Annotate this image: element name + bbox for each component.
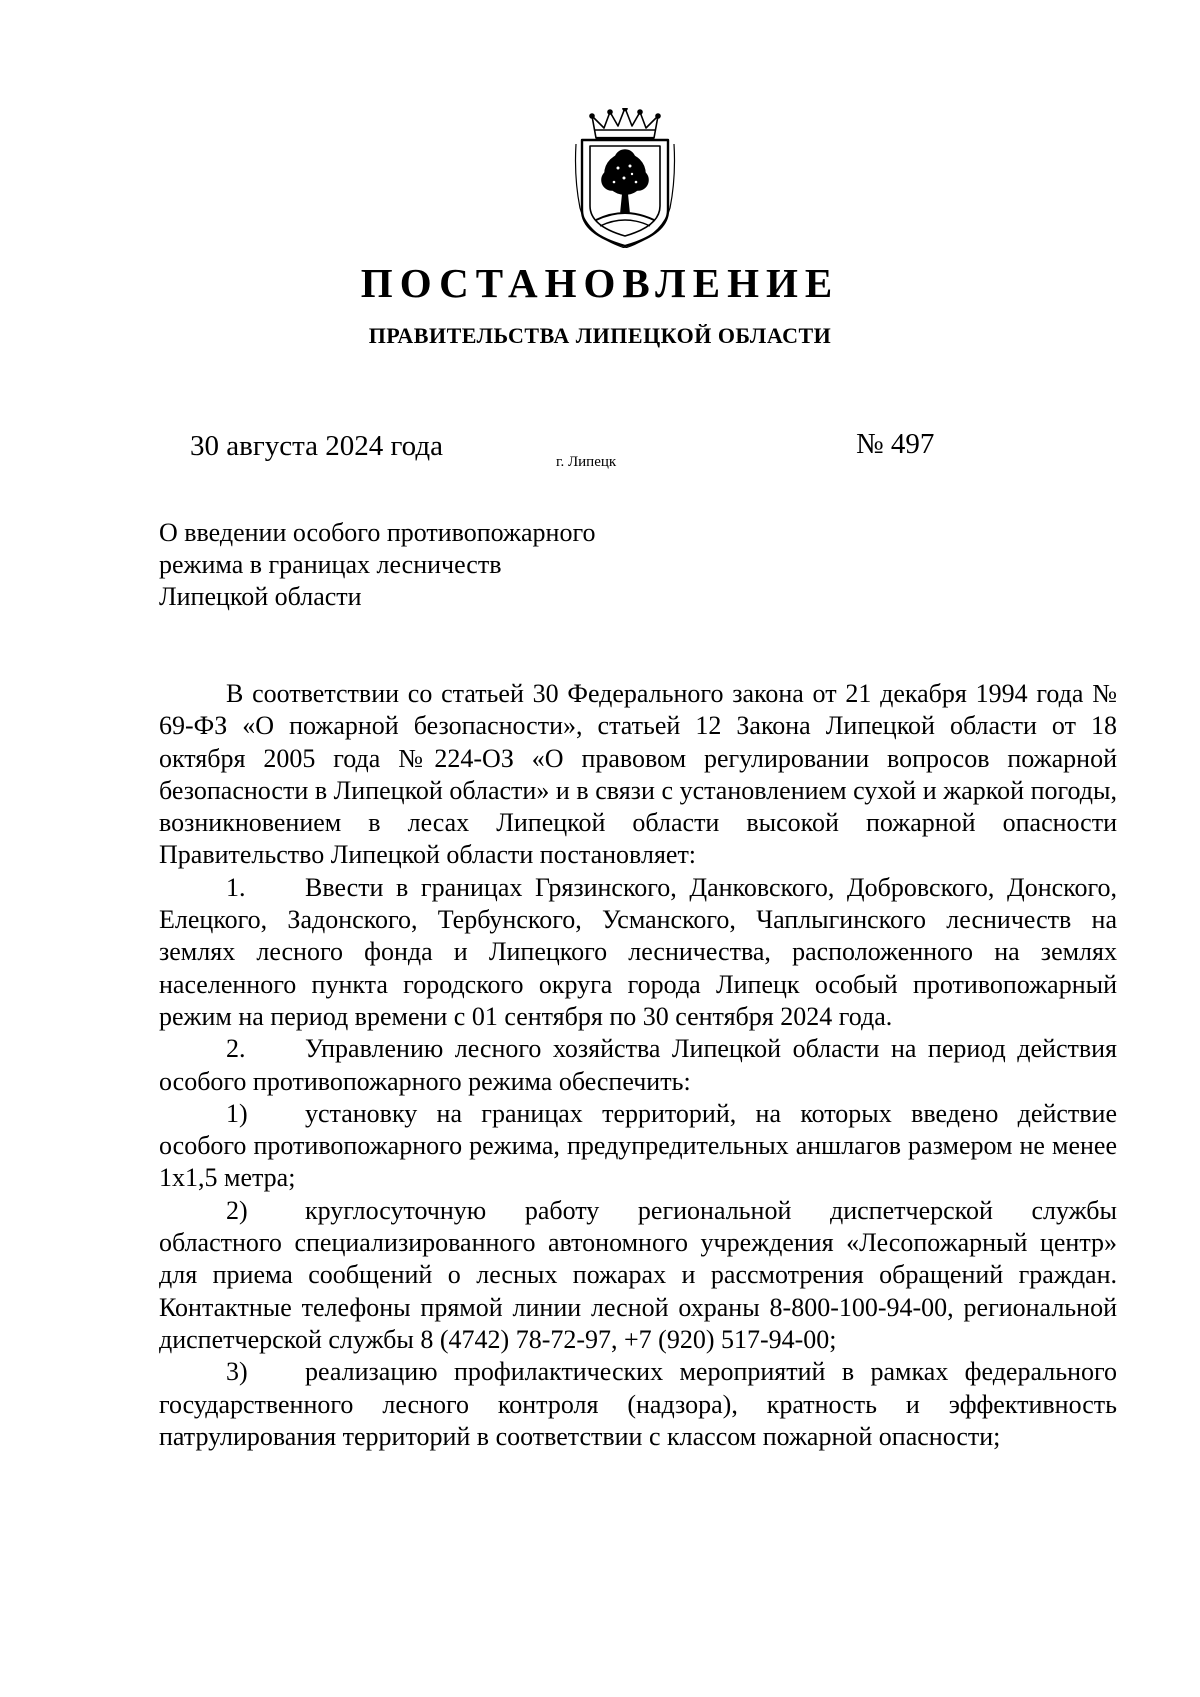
subclause-number: 3) [226,1357,248,1387]
clause-text: Ввести в границах Грязинского, Данковского, Добровского, Донского, Елецкого, Задонского, Тербунского, Усманского, Чаплыгинского лесничеств на землях лесного фонда и Липецкого лесничества, расположенного на землях населенного пункта городского округа города Липецк особый противопожарный режим на период времени с 01 сентября по 30 сентября 2024 года. [159,872,1117,1031]
clause-2 [159,1033,1117,1098]
preamble-paragraph: В соответствии со статьей 30 Федерального закона от 21 декабря 1994 года № 69-ФЗ «О пожарной безопасности», статьей 12 Закона Липецкой области от 18 октября 2005 года №224-ОЗ «О правовом регулировании вопросов пожарной безопасности в Липецкой области» и в связи с установлением сухой и жаркой погоды, возникновением в лесах Липецкой области высокой пожарной опасности Правительство Липецкой области постановляет: [159,679,1117,870]
subject-line: Липецкой области [159,582,362,611]
subclause-text: реализацию профилактических мероприятий в рамках федерального государственного лесного контроля (надзора), кратность и эффективность патрулирования территорий в соответствии с классом пожарной опасности; [159,1357,1117,1451]
document-subtitle: ПРАВИТЕЛЬСТВА ЛИПЕЦКОЙ ОБЛАСТИ [368,323,832,348]
document-city: г. Липецк [556,454,617,470]
document-body [159,678,1117,1453]
subject-line: О введении особого противопожарного [159,518,596,547]
document-number: № 497 [856,428,935,460]
clause-number: 2. [226,1034,246,1064]
document-title: ПОСТАНОВЛЕНИЕ [360,260,840,306]
subclause-number: 2) [226,1195,248,1225]
subclause-2 [159,1195,1117,1356]
subclause-text: установку на границах территорий, на которых введено действие особого противопожарного режима, предупредительных аншлагов размером не менее 1х1,5 метра; [159,1098,1117,1193]
subclause-number: 1) [226,1098,248,1128]
clause-text: Управлению лесного хозяйства Липецкой области на период действия особого противопожарного режима обеспечить: [159,1034,1117,1096]
subject-line: режима в границах лесничеств [159,550,502,579]
subclause-text: круглосуточную работу региональной диспетчерской службы областного специализированного автономного учреждения «Лесопожарный центр» для приема сообщений о лесных пожарах и рассмотрения обращений граждан. Контактные телефоны прямой линии лесной охраны 8-800-100-94-00, региональной диспетчерской службы 8 (4742) 78-72-97, +7 (920) 517-94-00; [159,1195,1117,1354]
coat-of-arms-icon [574,108,676,248]
document-date: 30 августа 2024 года [190,430,443,462]
subclause-1 [159,1098,1117,1195]
clause-1 [159,872,1117,1033]
subclause-3 [159,1356,1117,1453]
clause-number: 1. [226,872,246,902]
document-subject [159,517,719,613]
